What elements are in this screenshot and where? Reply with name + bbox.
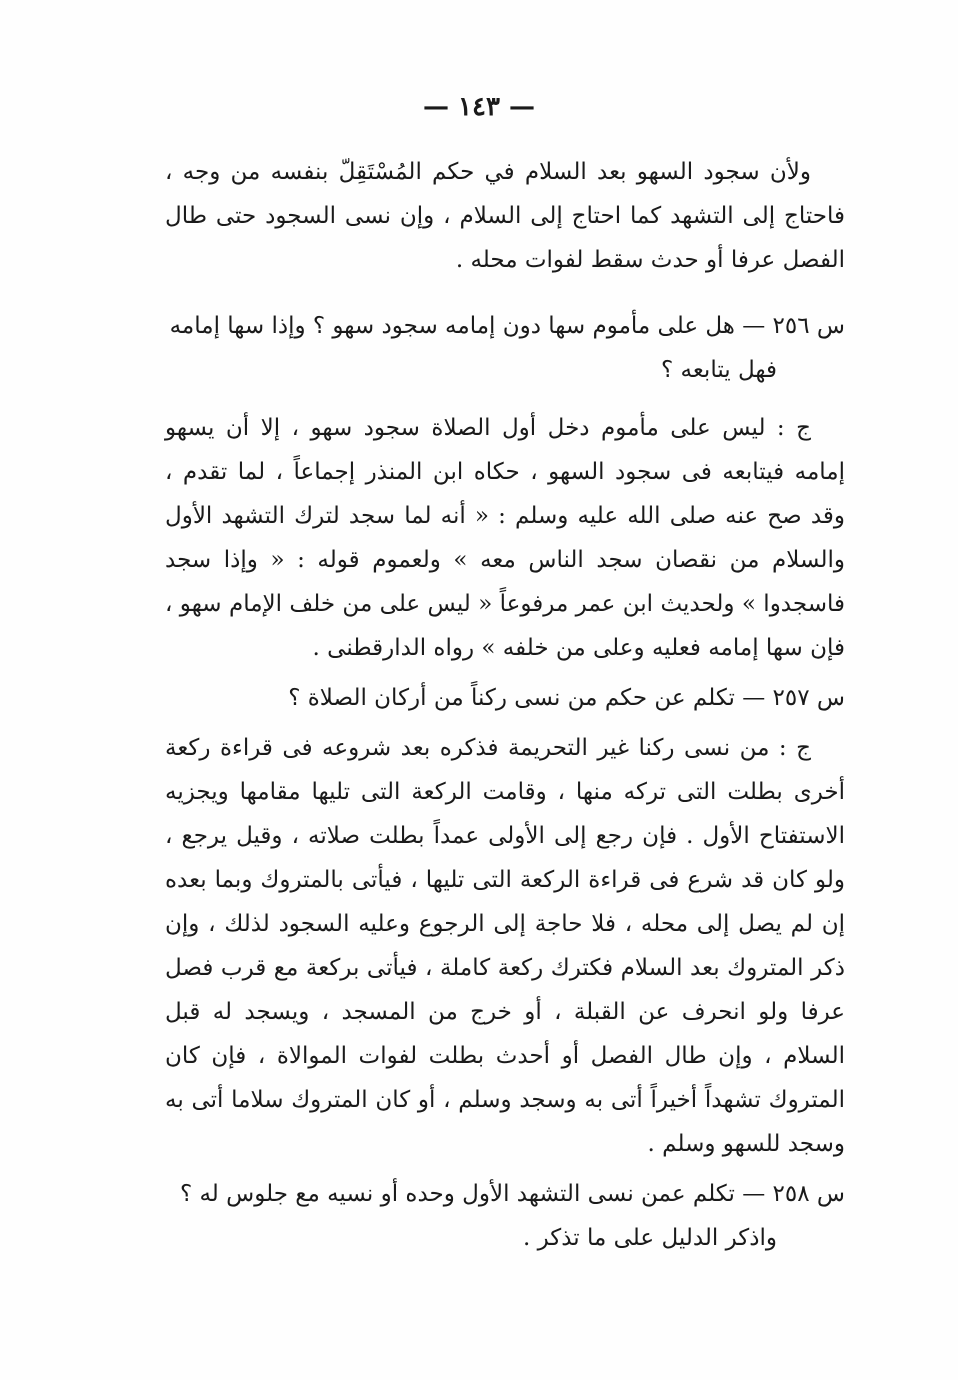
question-256-number: س ٢٥٦ — <box>742 313 845 339</box>
answer-257: ج : من نسى ركنا غير التحريمة فذكره بعد شروعه فى قراءة ركعة أخرى بطلت التى تركه منها ، وقامت الركعة التى تليها مقامها ويجزيه الاستفتاح الأول . فإن رجع إلى الأولى عمداً بطلت صلاته ، وقيل يرجع ، ولو كان قد شرع فى قراءة الركعة التى تليها ، فيأتى بالمتروك وبما بعده إن لم يصل إلى محله ، فلا حاجة إلى الرجوع وعليه السجود لذلك ، وإن ذكر المتروك بعد السلام فكترك ركعة كاملة ، فيأتى بركعة مع قرب فصل عرفا ولو انحرف عن القبلة ، أو خرج من المسجد ، ويسجد له قبل السلام ، وإن طال الفصل أو أحدث بطلت لفوات الموالاة ، فإن كان المتروك تشهداً أخيراً أتى به وسجد وسلم ، أو كان المتروك سلاما أتى به وسجد للسهو وسلم . <box>165 735 845 1157</box>
answer-256: ج : ليس على مأموم دخل أول الصلاة سجود سهو ، إلا أن يسهو إمامه فيتابعه فى سجود السهو ، حكاه ابن المنذر إجماعاً ، لما تقدم ، وقد صح عنه صلى الله عليه وسلم : « أنه لما سجد لترك التشهد الأول والسلام من نقصان سجد الناس معه » ولعموم قوله : « وإذا سجد فاسجدوا » ولحديث ابن عمر مرفوعاً « ليس على من خلف الإمام سهو ، فإن سها إمامه فعليه وعلى من خلفه » رواه الدارقطنى . <box>165 415 845 661</box>
question-256-continuation: فهل يتابعه ؟ <box>660 357 777 383</box>
question-257-number: س ٢٥٧ — <box>742 685 845 711</box>
intro-paragraph: ولأن سجود السهو بعد السلام في حكم المُسْتَقِلّ بنفسه من وجه ، فاحتاج إلى التشهد كما احتاج إلى السلام ، وإن نسى السجود حتى طال الفصل عرفا أو حدث سقط لفوات محله . <box>165 159 845 273</box>
question-257-text: تكلم عن حكم من نسى ركناً من أركان الصلاة ؟ <box>288 685 735 711</box>
question-256-text: هل على مأموم سها دون إمامه سجود سهو ؟ وإذا سها إمامه <box>169 313 735 339</box>
question-257 <box>165 676 845 720</box>
page-number: — ١٤٣ — <box>422 92 536 122</box>
question-258 <box>165 1172 845 1216</box>
question-256 <box>165 304 845 348</box>
question-258-text: تكلم عمن نسى التشهد الأول وحده أو نسيه مع جلوس له ؟ <box>179 1181 735 1207</box>
page-content <box>165 150 845 1260</box>
question-258-number: س ٢٥٨ — <box>742 1181 845 1207</box>
question-258-continuation: واذكر الدليل على ما تذكر . <box>522 1225 777 1251</box>
